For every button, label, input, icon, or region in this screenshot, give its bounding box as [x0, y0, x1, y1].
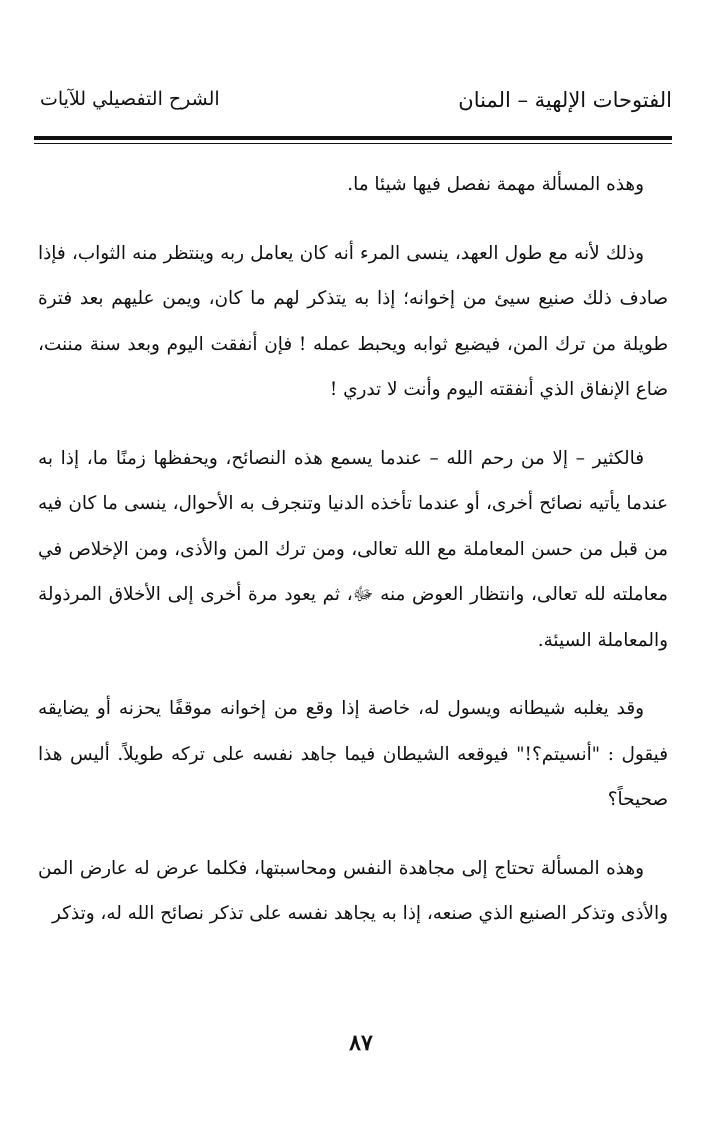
paragraph: فالكثير – إلا من رحم الله – عندما يسمع هذه النصائح، ويحفظها زمنًا ما، إذا به عندما يأتيه نصائح أخرى، أو عندما تأخذه الدنيا وتنجرف به الأحوال، ينسى ما كان فيه من قبل من حسن المعاملة مع الله تعالى، ومن ترك المن والأذى، ومن الإخلاص في معاملته لله تعالى، وانتظار العوض منه ﷻ، ثم يعود مرة أخرى إلى الأخلاق المرذولة والمعاملة السيئة.	[38, 447, 668, 651]
body-text	[38, 162, 668, 960]
section-title: الشرح التفصيلي للآيات	[40, 88, 220, 110]
paragraph: وذلك لأنه مع طول العهد، ينسى المرء أنه كان يعامل ربه وينتظر منه الثواب، فإذا صادف ذلك صنيع سيئ من إخوانه؛ إذا به يتذكر لهم ما كان، ويمن عليهم بعد فترة طويلة من ترك المن، فيضيع ثوابه ويحبط عمله ! فإن أنفقت اليوم وبعد سنة مننت، ضاع الإنفاق الذي أنفقته اليوم وأنت لا تدري !	[38, 242, 668, 400]
paragraph: وهذه المسألة تحتاج إلى مجاهدة النفس ومحاسبتها، فكلما عرض له عارض المن والأذى وتذكر الصنيع الذي صنعه، إذا به يجاهد نفسه على تذكر نصائح الله له، وتذكر	[38, 857, 668, 924]
header-rule-thin	[34, 143, 672, 144]
book-title: الفتوحات الإلهية – المنان	[458, 88, 672, 112]
paragraph: وقد يغلبه شيطانه ويسول له، خاصة إذا وقع من إخوانه موقفًا يحزنه أو يضايقه فيقول : "أنسيتم؟!" فيوقعه الشيطان فيما جاهد نفسه على تركه طويلاً. أليس هذا صحيحاً؟	[38, 698, 668, 810]
paragraph: وهذه المسألة مهمة نفصل فيها شيئا ما.	[347, 174, 644, 195]
running-header	[40, 84, 672, 124]
header-rule-thick	[34, 136, 672, 140]
page-number: ٨٧	[349, 1030, 373, 1056]
